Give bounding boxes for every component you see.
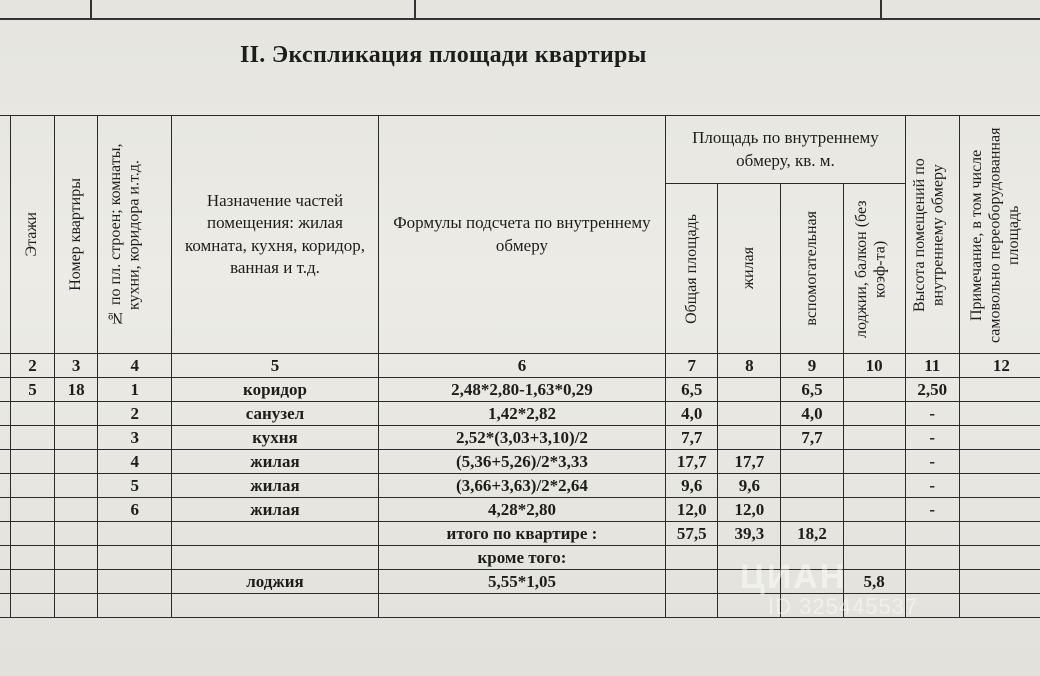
formula-cell: 2,52*(3,03+3,10)/2 [378, 426, 666, 450]
apt-cell [55, 450, 98, 474]
col-number: 9 [781, 354, 843, 378]
margin-cell [0, 522, 11, 546]
living-area-cell: 12,0 [718, 498, 781, 522]
purpose-cell: жилая [172, 450, 378, 474]
margin-cell [0, 378, 11, 402]
room-no-cell: 4 [98, 450, 172, 474]
margin-cell [0, 570, 11, 594]
room-no-cell [98, 570, 172, 594]
total-area-cell: 4,0 [666, 402, 718, 426]
col-number: 10 [843, 354, 905, 378]
height-cell [905, 570, 959, 594]
table-row [0, 498, 1040, 522]
apt-cell [55, 426, 98, 450]
note-cell [959, 570, 1040, 594]
header-loggias: лоджии, балкон (без коэф-та) [843, 184, 905, 354]
col-number: 5 [172, 354, 378, 378]
header-living: жилая [718, 184, 781, 354]
margin-cell [0, 594, 11, 618]
margin-cell [0, 474, 11, 498]
purpose-cell: коридор [172, 378, 378, 402]
col-number: 12 [959, 354, 1040, 378]
total-area-cell: 7,7 [666, 426, 718, 450]
aux-area-cell: 6,5 [781, 378, 843, 402]
room-no-cell [98, 594, 172, 618]
note-cell [959, 522, 1040, 546]
header-apt-number: Номер квартиры [55, 116, 98, 354]
note-cell [959, 498, 1040, 522]
total-area-cell [666, 594, 718, 618]
loggia-area-cell [843, 546, 905, 570]
height-cell: - [905, 450, 959, 474]
purpose-cell [172, 522, 378, 546]
height-cell: 2,50 [905, 378, 959, 402]
room-no-cell: 5 [98, 474, 172, 498]
margin-cell [0, 116, 11, 354]
table-row [0, 378, 1040, 402]
room-no-cell: 3 [98, 426, 172, 450]
col-number: 11 [905, 354, 959, 378]
table-row [0, 426, 1040, 450]
aux-area-cell [781, 474, 843, 498]
apt-cell [55, 474, 98, 498]
floor-cell [11, 498, 55, 522]
floor-cell [11, 594, 55, 618]
note-cell [959, 594, 1040, 618]
total-area-cell [666, 546, 718, 570]
living-area-cell [718, 402, 781, 426]
floor-cell [11, 546, 55, 570]
header-note: Примечание, в том числе самовольно переоборудованная площадь [959, 116, 1040, 354]
purpose-cell: санузел [172, 402, 378, 426]
aux-area-cell [781, 450, 843, 474]
aux-area-cell: 18,2 [781, 522, 843, 546]
height-cell: - [905, 474, 959, 498]
purpose-cell: лоджия [172, 570, 378, 594]
header-purpose: Назначение частей помещения: жилая комната, кухня, коридор, ванная и т.д. [172, 116, 378, 354]
formula-cell: 4,28*2,80 [378, 498, 666, 522]
note-cell [959, 426, 1040, 450]
floor-cell [11, 474, 55, 498]
purpose-cell: кухня [172, 426, 378, 450]
note-cell [959, 546, 1040, 570]
room-no-cell: 2 [98, 402, 172, 426]
loggia-area-cell [843, 378, 905, 402]
note-cell [959, 474, 1040, 498]
floor-cell [11, 426, 55, 450]
apt-cell: 18 [55, 378, 98, 402]
header-height: Высота помещений по внутреннему обмеру [905, 116, 959, 354]
apt-cell [55, 594, 98, 618]
floor-cell [11, 450, 55, 474]
room-no-cell [98, 546, 172, 570]
margin-cell [0, 450, 11, 474]
formula-cell: 2,48*2,80-1,63*0,29 [378, 378, 666, 402]
watermark-logo: ЦИАН [740, 558, 847, 596]
formula-cell: итого по квартире : [378, 522, 666, 546]
height-cell [905, 546, 959, 570]
total-area-cell [666, 570, 718, 594]
col-number: 6 [378, 354, 666, 378]
note-cell [959, 402, 1040, 426]
header-floors: Этажи [11, 116, 55, 354]
margin-cell [0, 402, 11, 426]
height-cell: - [905, 402, 959, 426]
living-area-cell: 9,6 [718, 474, 781, 498]
header-auxiliary: вспомогательная [781, 184, 843, 354]
margin-cell [0, 426, 11, 450]
apt-cell [55, 522, 98, 546]
apt-cell [55, 546, 98, 570]
note-cell [959, 450, 1040, 474]
apt-cell [55, 570, 98, 594]
formula-cell: (5,36+5,26)/2*3,33 [378, 450, 666, 474]
page-title: II. Экспликация площади квартиры [240, 42, 647, 68]
room-no-cell: 1 [98, 378, 172, 402]
loggia-area-cell [843, 498, 905, 522]
margin-cell [0, 498, 11, 522]
purpose-cell [172, 594, 378, 618]
total-area-cell: 9,6 [666, 474, 718, 498]
table-row [0, 474, 1040, 498]
col-number: 8 [718, 354, 781, 378]
loggia-area-cell [843, 426, 905, 450]
formula-cell: 5,55*1,05 [378, 570, 666, 594]
floor-cell [11, 522, 55, 546]
loggia-area-cell [843, 522, 905, 546]
room-no-cell [98, 522, 172, 546]
header-area-group: Площадь по внутреннему обмеру, кв. м. [666, 116, 905, 184]
living-area-cell [718, 426, 781, 450]
table-row [0, 570, 1040, 594]
total-area-cell: 17,7 [666, 450, 718, 474]
header-total-area: Общая площадь [666, 184, 718, 354]
column-number-row [0, 354, 1040, 378]
table-row [0, 450, 1040, 474]
col-number: 3 [55, 354, 98, 378]
purpose-cell: жилая [172, 498, 378, 522]
col-number: 2 [11, 354, 55, 378]
floor-cell [11, 402, 55, 426]
table-row [0, 546, 1040, 570]
apt-cell [55, 498, 98, 522]
formula-cell: кроме того: [378, 546, 666, 570]
height-cell: - [905, 498, 959, 522]
aux-area-cell: 7,7 [781, 426, 843, 450]
total-area-cell: 57,5 [666, 522, 718, 546]
previous-table-fragment [0, 0, 1040, 20]
floor-cell: 5 [11, 378, 55, 402]
table-row [0, 522, 1040, 546]
margin-cell [0, 546, 11, 570]
table-row [0, 402, 1040, 426]
living-area-cell [718, 378, 781, 402]
loggia-area-cell: 5,8 [843, 570, 905, 594]
col-number: 7 [666, 354, 718, 378]
total-area-cell: 12,0 [666, 498, 718, 522]
floor-cell [11, 570, 55, 594]
height-cell [905, 522, 959, 546]
loggia-area-cell [843, 474, 905, 498]
note-cell [959, 378, 1040, 402]
explication-table [0, 115, 1040, 618]
header-room-number: № по пл. строен; комнаты, кухни, коридора и.т.д. [98, 116, 172, 354]
loggia-area-cell [843, 450, 905, 474]
formula-cell: (3,66+3,63)/2*2,64 [378, 474, 666, 498]
col-number: 4 [98, 354, 172, 378]
apt-cell [55, 402, 98, 426]
aux-area-cell: 4,0 [781, 402, 843, 426]
formula-cell: 1,42*2,82 [378, 402, 666, 426]
living-area-cell: 39,3 [718, 522, 781, 546]
header-formulas: Формулы подсчета по внутреннему обмеру [378, 116, 666, 354]
total-area-cell: 6,5 [666, 378, 718, 402]
room-no-cell: 6 [98, 498, 172, 522]
aux-area-cell [781, 498, 843, 522]
purpose-cell: жилая [172, 474, 378, 498]
height-cell: - [905, 426, 959, 450]
living-area-cell: 17,7 [718, 450, 781, 474]
formula-cell [378, 594, 666, 618]
purpose-cell [172, 546, 378, 570]
loggia-area-cell [843, 402, 905, 426]
watermark-id: ID 325445537 [768, 594, 919, 619]
